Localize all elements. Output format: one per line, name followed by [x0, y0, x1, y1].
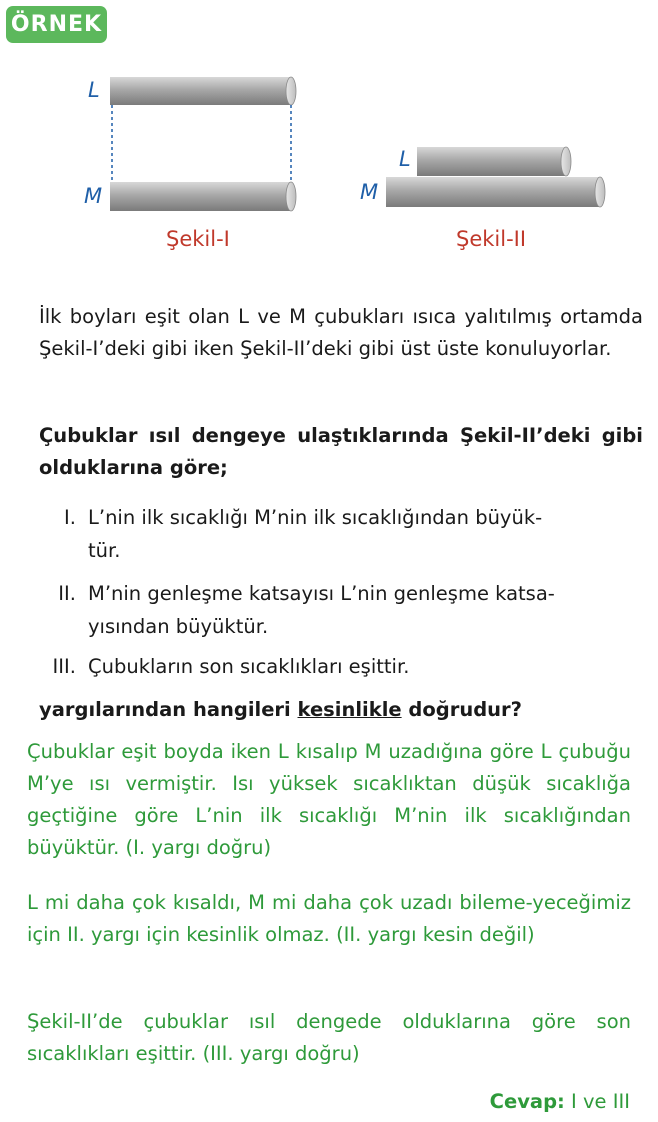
fig1-label-M: M: [84, 184, 103, 208]
statement-text: M’nin genleşme katsayısı L’nin genleşme katsa-: [88, 582, 555, 605]
answer-value: I ve III: [571, 1090, 630, 1113]
statement-text: L’nin ilk sıcaklığı M’nin ilk sıcaklığından büyük-: [88, 506, 543, 529]
fig1-label-L: L: [88, 78, 100, 102]
fig2-label-L: L: [399, 147, 411, 171]
fig1-rod-L: [110, 77, 296, 105]
solution-paragraph-2: L mi daha çok kısaldı, M mi daha çok uzadı bileme-yeceğimiz için II. yargı için kesinlik olmaz. (II. yargı kesin değil): [27, 891, 631, 946]
statement-text-cont: tür.: [88, 539, 121, 562]
question-ask-after: doğrudur?: [401, 698, 522, 721]
question-ask-before: yargılarından hangileri: [39, 698, 298, 721]
statement-number: I.: [64, 506, 76, 529]
figure-area: [0, 60, 658, 260]
fig2-rod-L: [417, 147, 571, 176]
question-ask-emphasis: kesinlikle: [297, 698, 402, 721]
fig2-caption: Şekil-II: [456, 227, 527, 251]
statement-number: III.: [52, 655, 76, 678]
answer: [490, 1090, 630, 1113]
fig1-rod-M: [110, 182, 296, 211]
question-intro: İlk boyları eşit olan L ve M çubukları ısıca yalıtılmış ortamda Şekil-I’deki gibi iken Şekil-II’deki gibi üst üste konuluyorlar.: [39, 305, 643, 360]
example-badge: ÖRNEK: [6, 6, 107, 43]
question-prompt: Çubuklar ısıl dengeye ulaştıklarında Şekil-II’deki gibi olduklarına göre;: [39, 424, 643, 479]
statement-text-cont: yısından büyüktür.: [88, 615, 269, 638]
question-ask: [39, 694, 643, 726]
statement-number: II.: [58, 582, 76, 605]
fig2-label-M: M: [360, 180, 379, 204]
fig2-rod-M: [386, 177, 605, 207]
solution-paragraph-1: Çubuklar eşit boyda iken L kısalıp M uzadığına göre L çubuğu M’ye ısı vermiştir. Isı yüksek sıcaklıktan düşük sıcaklığa geçtiğine göre L’nin ilk sıcaklığı M’nin ilk sıcaklığından büyüktür. (I. yargı doğru): [27, 740, 631, 859]
fig1-caption: Şekil-I: [166, 227, 230, 251]
answer-label: Cevap:: [489, 1090, 565, 1113]
solution-paragraph-3: Şekil-II’de çubuklar ısıl dengede olduklarına göre son sıcaklıkları eşittir. (III. yargı doğru): [27, 1010, 631, 1065]
statement-text: Çubukların son sıcaklıkları eşittir.: [88, 655, 410, 678]
